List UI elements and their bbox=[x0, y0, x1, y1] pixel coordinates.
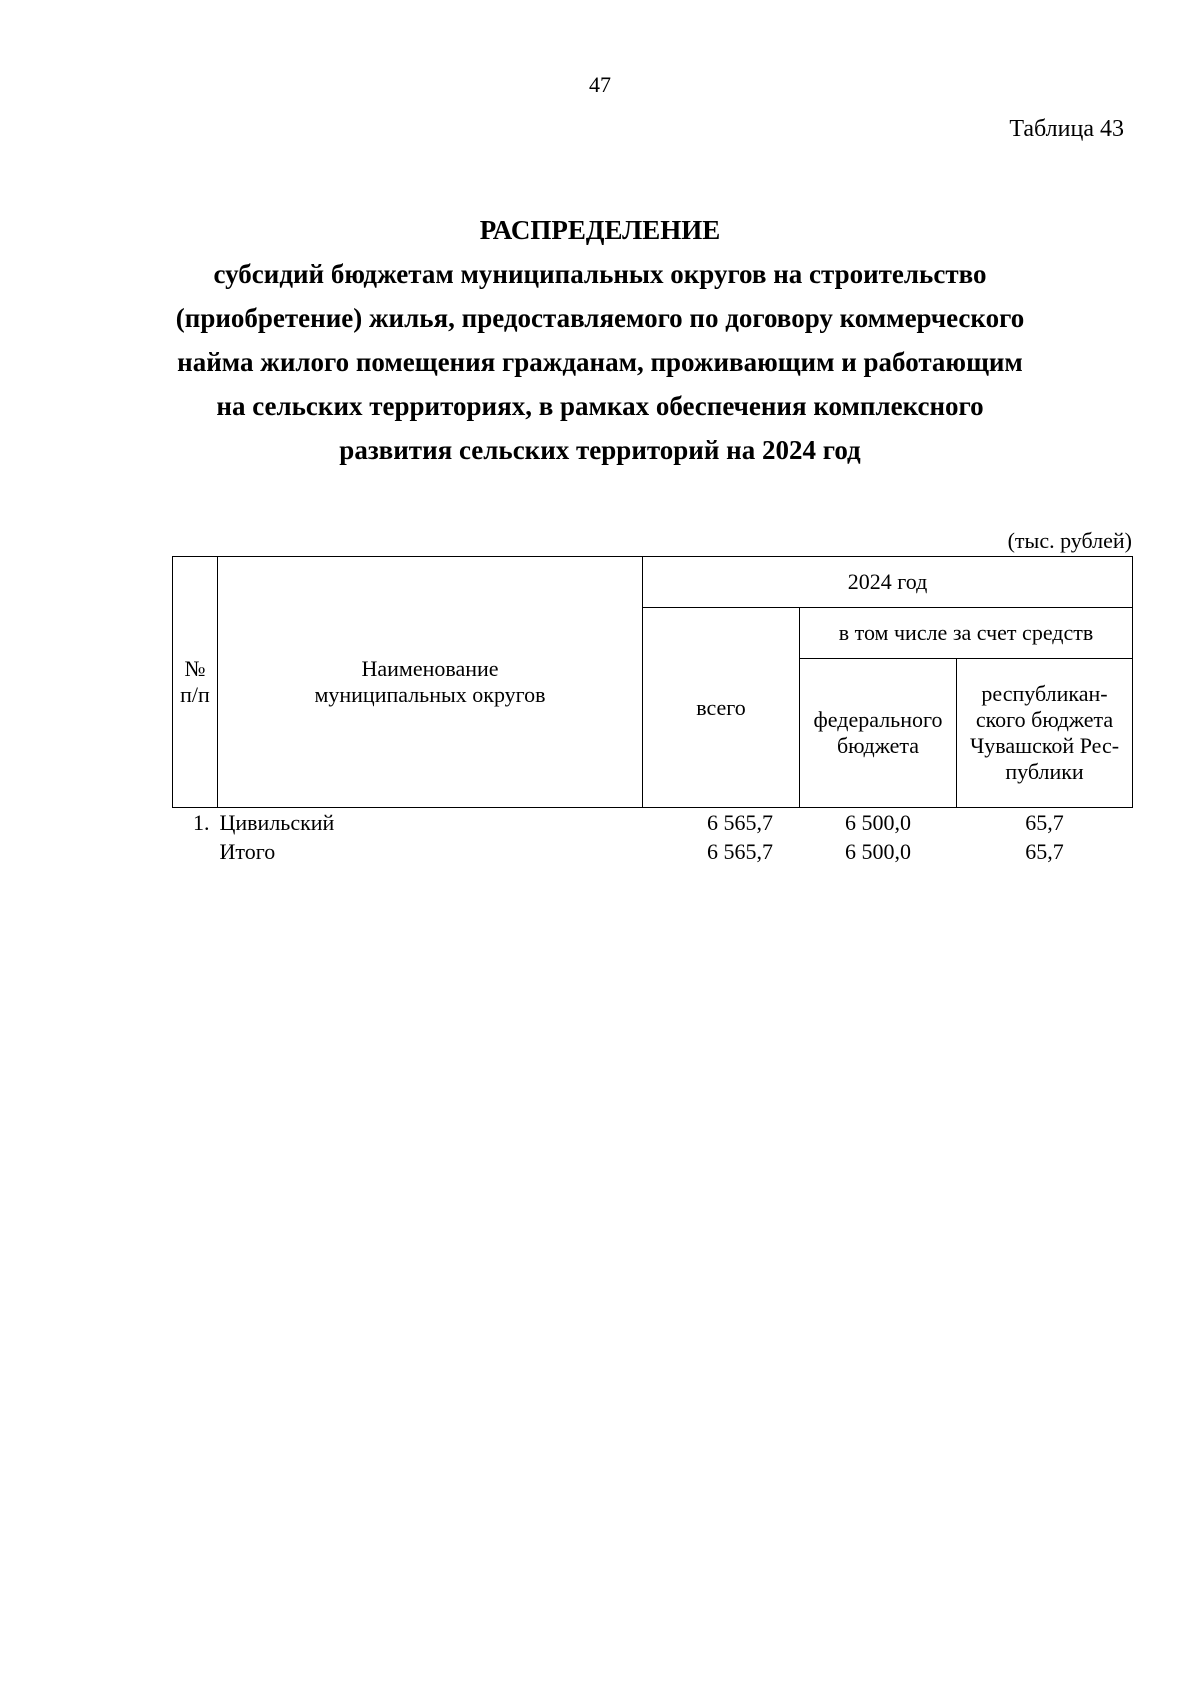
header-year: 2024 год bbox=[643, 557, 1133, 608]
row-republic: 65,7 bbox=[1025, 810, 1064, 835]
header-republic-line4: публики bbox=[1005, 759, 1084, 784]
subsidy-table bbox=[172, 556, 1133, 866]
row-republic: 65,7 bbox=[1025, 839, 1064, 864]
header-federal-line2: бюджета bbox=[836, 733, 920, 758]
header-num-line2: п/п bbox=[180, 682, 210, 707]
row-total: 6 565,7 bbox=[707, 839, 773, 864]
title-heading: РАСПРЕДЕЛЕНИЕ bbox=[479, 215, 721, 245]
header-name-line2: муниципальных округов bbox=[314, 682, 546, 707]
row-num bbox=[173, 837, 218, 866]
title-line-5: развития сельских территорий на 2024 год bbox=[339, 435, 861, 465]
header-republic-line3: Чувашской Рес- bbox=[969, 733, 1120, 758]
header-total: всего bbox=[643, 608, 800, 808]
row-name: Итого bbox=[219, 839, 276, 864]
header-including: в том числе за счет средств bbox=[800, 608, 1133, 659]
header-federal bbox=[800, 659, 957, 808]
units-label: (тыс. рублей) bbox=[1007, 528, 1132, 553]
row-total: 6 565,7 bbox=[707, 810, 773, 835]
document-title bbox=[120, 208, 1080, 472]
title-line-3: найма жилого помещения гражданам, проживающим и работающим bbox=[177, 347, 1023, 377]
row-num: 1. bbox=[193, 810, 210, 835]
row-federal: 6 500,0 bbox=[845, 839, 911, 864]
page-number: 47 bbox=[589, 72, 611, 97]
row-name: Цивильский bbox=[219, 810, 335, 835]
header-name bbox=[218, 557, 643, 808]
header-num-line1: № bbox=[184, 656, 206, 681]
table-row bbox=[173, 808, 1133, 838]
header-name-line1: Наименование bbox=[361, 656, 499, 681]
header-num bbox=[173, 557, 218, 808]
header-republic-line1: республикан- bbox=[981, 681, 1108, 706]
title-line-1: субсидий бюджетам муниципальных округов на строительство bbox=[213, 259, 987, 289]
header-republic-line2: ского бюджета bbox=[975, 707, 1114, 732]
table-row-total bbox=[173, 837, 1133, 866]
row-federal: 6 500,0 bbox=[845, 810, 911, 835]
header-federal-line1: федерального bbox=[813, 707, 943, 732]
header-republic bbox=[957, 659, 1133, 808]
title-line-2: (приобретение) жилья, предоставляемого по договору коммерческого bbox=[175, 303, 1025, 333]
title-line-4: на сельских территориях, в рамках обеспечения комплексного bbox=[216, 391, 984, 421]
table-caption: Таблица 43 bbox=[1009, 116, 1124, 142]
